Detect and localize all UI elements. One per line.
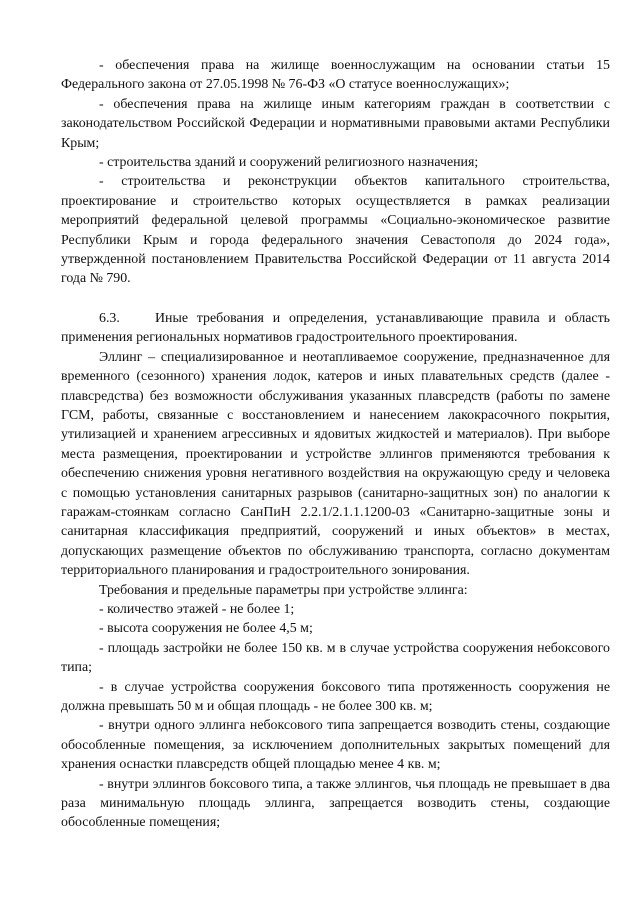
paragraph: - обеспечения права на жилище военнослужащим на основании статьи 15 Федерального закона от 27.05.1998 № 76-ФЗ «О статусе военнослужащих»; bbox=[61, 58, 610, 93]
list-item: - внутри эллингов боксового типа, а также эллингов, чья площадь не превышает в два раза минимальную площадь эллинга, запрещается возводить стены, создающие обособленные помещения; bbox=[61, 776, 610, 831]
paragraph: - строительства и реконструкции объектов капитального строительства, проектирование и строительство которых осуществляется в рамках реализации мероприятий федеральной целевой программы «Социально-экономическое развитие Республики Крым и города федерального значения Севастополя до 2024 года», утвержденной постановлением Правительства Российской Федерации от 11 августа 2014 года № 790. bbox=[61, 174, 610, 287]
list-item: - внутри одного эллинга небоксового типа запрещается возводить стены, создающие обособленные помещения, за исключением дополнительных закрытых помещений для хранения оснастки плавсредств общей площадью менее 4 кв. м; bbox=[61, 718, 610, 773]
document-page bbox=[61, 56, 614, 833]
paragraph: - строительства зданий и сооружений религиозного назначения; bbox=[99, 155, 479, 171]
section-heading: 6.3. Иные требования и определения, устанавливающие правила и область применения региональных нормативов градостроительного проектирования. bbox=[61, 310, 614, 346]
list-item: - количество этажей - не более 1; bbox=[99, 601, 295, 617]
list-item: - высота сооружения не более 4,5 м; bbox=[99, 621, 313, 637]
list-item: - площадь застройки не более 150 кв. м в случае устройства сооружения небоксового типа; bbox=[61, 640, 610, 676]
paragraph: Требования и предельные параметры при устройстве эллинга: bbox=[99, 582, 468, 598]
list-item: - в случае устройства сооружения боксового типа протяженность сооружения не должна превышать 50 м и общая площадь - не более 300 кв. м; bbox=[61, 679, 610, 714]
paragraph: Эллинг – специализированное и неотапливаемое сооружение, предназначенное для временного (сезонного) хранения лодок, катеров и иных плавательных средств (далее - плавсредства) без возможности обслуживания указанных плавсредств (работы по замене ГСМ, работы, связанные с восстановлением и нанесением лакокрасочного покрытия, утилизацией и хранением агрессивных и ядовитых жидкостей и материалов). При выборе места размещения, проектировании и устройстве эллингов применяются требования к обеспечению снижения уровня негативного воздействия на окружающую среду и человека с помощью установления санитарных разрывов (санитарно-защитных зон) по аналогии к гаражам-стоянкам согласно СанПиН 2.2.1/2.1.1.1200-03 «Санитарно-защитные зоны и санитарная классификация предприятий, сооружений и иных объектов» в местах, допускающих размещение объектов по обслуживанию транспорта, согласно документам территориального планирования и градостроительного зонирования. bbox=[61, 349, 610, 579]
paragraph-gap bbox=[61, 289, 610, 309]
paragraph: - обеспечения права на жилище иным категориям граждан в соответствии с законодательством Российской Федерации и нормативными правовыми актами Республики Крым; bbox=[61, 96, 610, 151]
